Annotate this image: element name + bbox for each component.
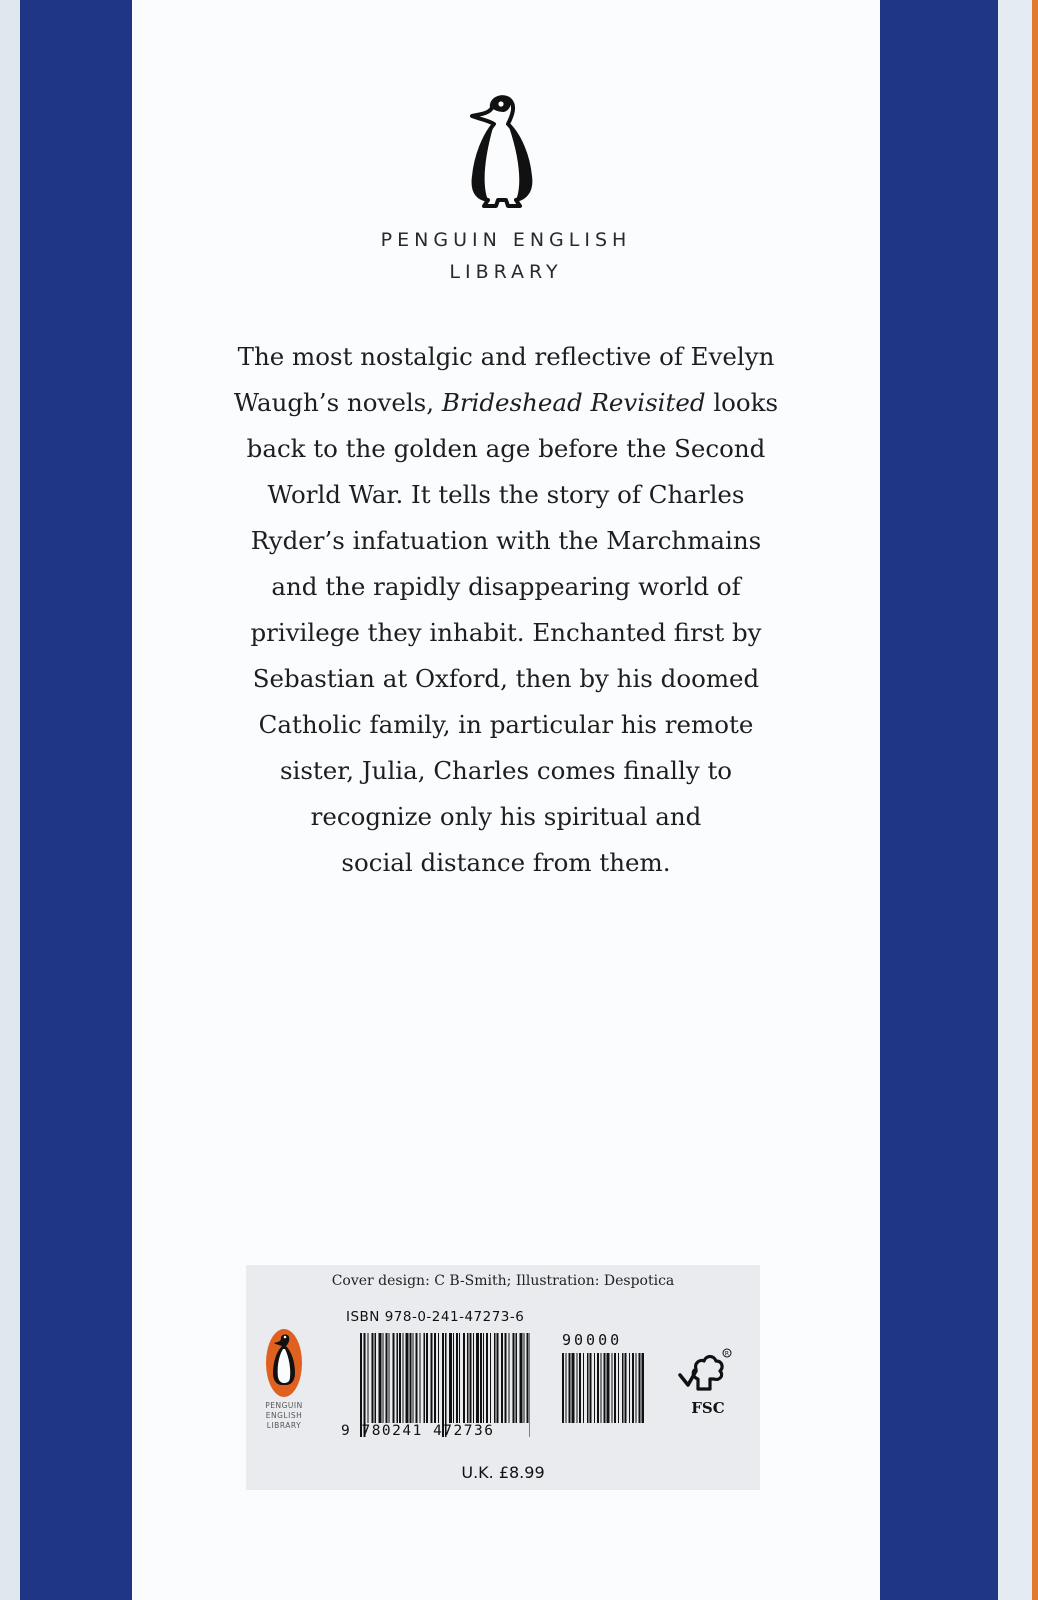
penguin-logo-icon — [468, 94, 538, 210]
imprint-line-2: LIBRARY — [449, 261, 563, 283]
penguin-mini-logo-icon — [264, 1327, 304, 1399]
right-page-edge — [998, 0, 1032, 1600]
barcode-digits: 9 780241 472736 — [341, 1423, 495, 1439]
isbn-number: ISBN 978-0-241-47273-6 — [346, 1309, 525, 1325]
blurb-line: social distance from them. — [341, 848, 671, 877]
barcode-panel — [246, 1265, 760, 1490]
barcode-main-icon — [360, 1333, 530, 1437]
blurb-line: and the rapidly disappearing world of — [271, 572, 741, 601]
left-page-edge — [0, 0, 20, 1600]
svg-text:R: R — [724, 1350, 730, 1358]
series-imprint — [132, 224, 880, 288]
fsc-tree-icon — [674, 1345, 734, 1397]
blurb-text — [200, 334, 812, 886]
cover-credits: Cover design: C B-Smith; Illustration: Despotica — [331, 1273, 675, 1289]
mini-imprint: PENGUIN ENGLISH LIBRARY — [265, 1401, 303, 1430]
imprint-line-1: PENGUIN ENGLISH — [380, 229, 632, 251]
blurb-line: sister, Julia, Charles comes finally to — [279, 756, 733, 785]
barcode-addon-icon — [562, 1353, 644, 1437]
right-blue-stripe — [880, 0, 998, 1600]
blurb-line: Sebastian at Oxford, then by his doomed — [252, 664, 760, 693]
blurb-line: World War. It tells the story of Charles — [267, 480, 745, 509]
blurb-line: recognize only his spiritual and — [310, 802, 702, 831]
price: U.K. £8.99 — [461, 1463, 545, 1482]
blurb-line: privilege they inhabit. Enchanted first by — [250, 618, 762, 647]
fsc-label: FSC — [691, 1399, 725, 1417]
blurb-line: The most nostalgic and reflective of Evelyn — [237, 342, 775, 371]
blurb-line: Ryder’s infatuation with the Marchmains — [250, 526, 762, 555]
blurb-line: Waugh’s novels, Brideshead Revisited looks — [233, 388, 779, 417]
blurb-line: Catholic family, in particular his remote — [258, 710, 754, 739]
book-title: Brideshead Revisited — [441, 388, 706, 417]
spine-edge — [1032, 0, 1038, 1600]
blurb-line: back to the golden age before the Second — [246, 434, 766, 463]
left-blue-stripe — [20, 0, 132, 1600]
barcode-addon-digits: 90000 — [562, 1331, 623, 1349]
